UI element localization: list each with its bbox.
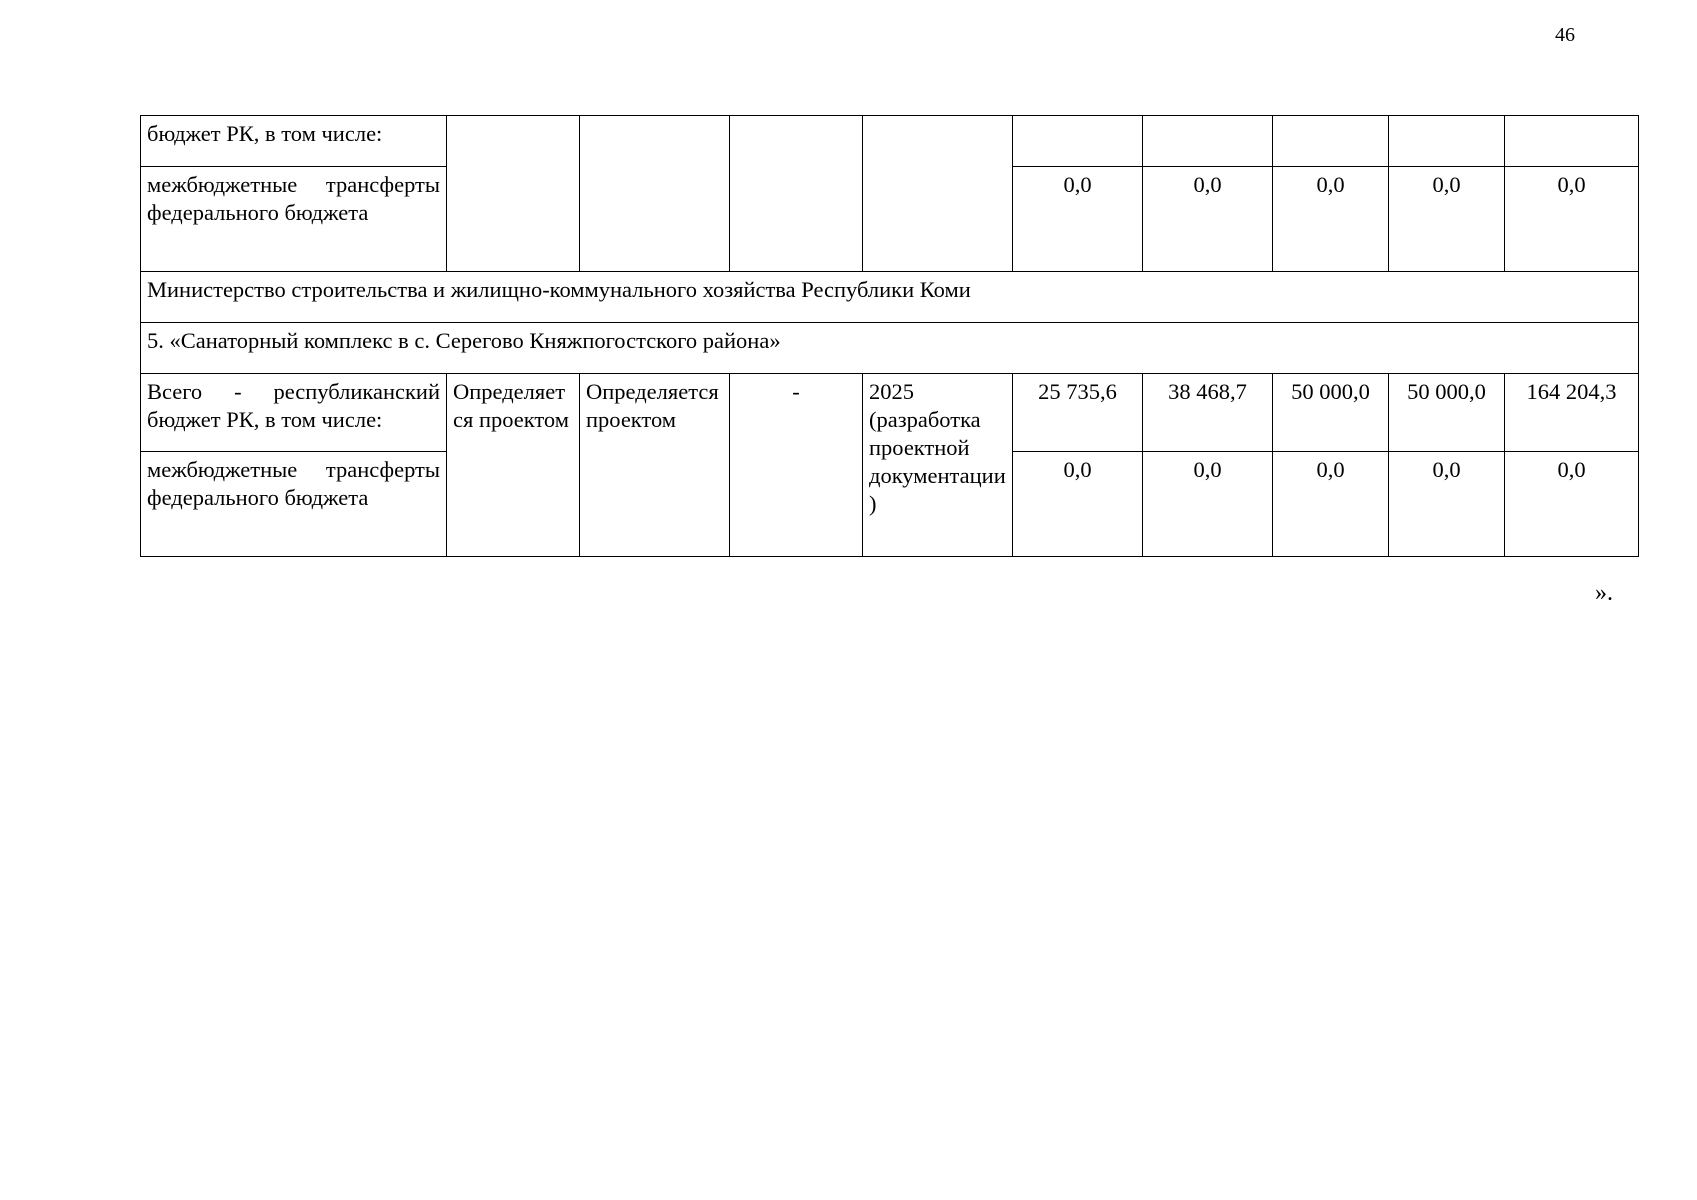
value-cell: 0,0 <box>1013 452 1143 557</box>
value-cell: 0,0 <box>1389 452 1505 557</box>
empty-cell <box>1505 116 1639 167</box>
row-label-federal-transfers: межбюджетные трансферты федерального бюджета <box>141 452 447 557</box>
value-cell: 0,0 <box>1273 167 1389 272</box>
value-cell: 0,0 <box>1273 452 1389 557</box>
empty-cell <box>730 116 863 272</box>
value-cell: 0,0 <box>1505 167 1639 272</box>
page-number: 46 <box>1555 24 1575 46</box>
row-label-regional-budget: бюджет РК, в том числе: <box>141 116 447 167</box>
value-cell: 0,0 <box>1143 452 1273 557</box>
project-heading: 5. «Санаторный комплекс в с. Серегово Княжпогостского района» <box>141 323 1639 374</box>
value-cell: 0,0 <box>1389 167 1505 272</box>
empty-cell <box>1013 116 1143 167</box>
value-cell: 0,0 <box>1143 167 1273 272</box>
budget-table <box>140 115 1639 557</box>
empty-cell <box>580 116 730 272</box>
empty-cell <box>863 116 1013 272</box>
dash-cell: - <box>730 374 863 557</box>
empty-cell <box>1273 116 1389 167</box>
value-cell: 0,0 <box>1013 167 1143 272</box>
empty-cell <box>1143 116 1273 167</box>
table-row <box>141 323 1639 374</box>
value-cell: 50 000,0 <box>1389 374 1505 452</box>
value-cell: 38 468,7 <box>1143 374 1273 452</box>
empty-cell <box>1389 116 1505 167</box>
capacity-cell: Определяется проектом <box>447 374 580 557</box>
empty-cell <box>447 116 580 272</box>
table-row <box>141 272 1639 323</box>
period-cell: 2025 (разработка проектной документации) <box>863 374 1013 557</box>
row-label-federal-transfers: межбюджетные трансферты федерального бюджета <box>141 167 447 272</box>
ministry-heading: Министерство строительства и жилищно-коммунального хозяйства Республики Коми <box>141 272 1639 323</box>
closing-quote-mark: ». <box>1595 580 1613 606</box>
table-row <box>141 116 1639 167</box>
value-cell: 164 204,3 <box>1505 374 1639 452</box>
value-cell: 25 735,6 <box>1013 374 1143 452</box>
value-cell: 0,0 <box>1505 452 1639 557</box>
cost-cell: Определяется проектом <box>580 374 730 557</box>
value-cell: 50 000,0 <box>1273 374 1389 452</box>
table-row <box>141 374 1639 452</box>
row-label-total-budget: Всего - республиканский бюджет РК, в том числе: <box>141 374 447 452</box>
